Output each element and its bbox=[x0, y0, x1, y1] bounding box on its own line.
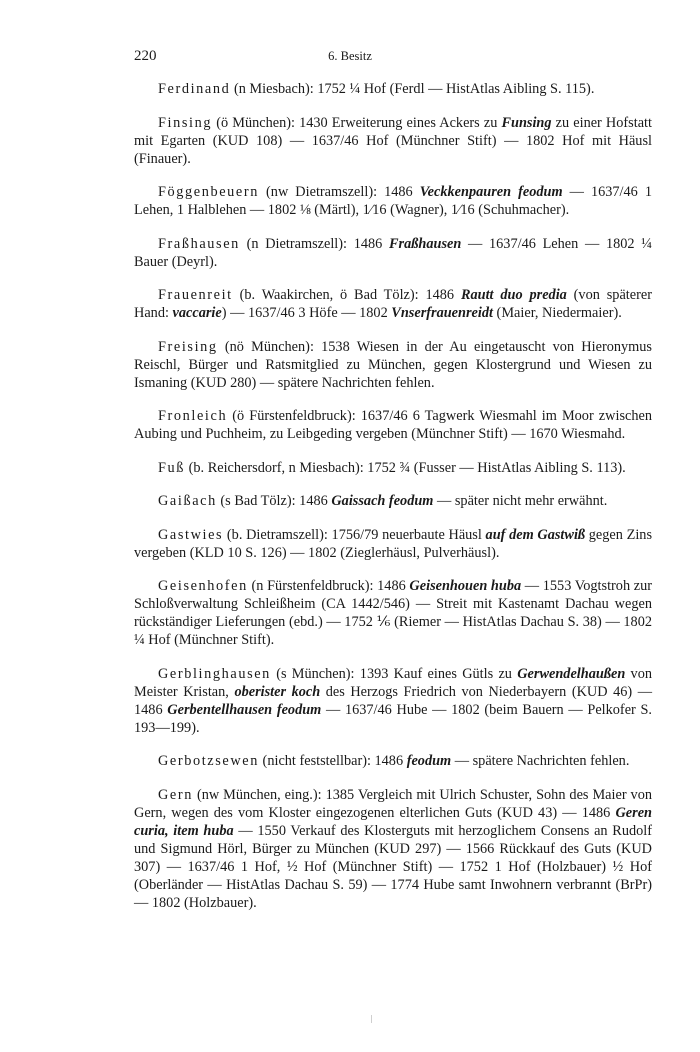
entry-text: gegen Zins vergeben (KLD 10 S. 126) — 1802 (Zieglerhäusl, Pulverhäusl). bbox=[134, 526, 653, 561]
source-quote: Geisenhouen huba bbox=[409, 578, 522, 594]
entry-text: — später nicht mehr erwähnt. bbox=[433, 493, 608, 509]
page-header bbox=[0, 48, 700, 68]
source-quote: Fraßhausen bbox=[389, 235, 462, 252]
entry-text: (b. Reichersdorf, n Miesbach): 1752 ¾ (Fusser — HistAtlas Aibling S. 113). bbox=[185, 459, 626, 476]
source-quote: Gerbentellhausen feodum bbox=[167, 701, 322, 718]
entry-text: (Maier, Niedermaier). bbox=[492, 305, 622, 321]
place-entry bbox=[134, 459, 652, 477]
entry-text: (ö Fürstenfeldbruck): 1637/46 6 Tagwerk Wiesmahl im Moor zwischen Aubing und Puchheim, zu Leibgeding vergeben (Münchner Stift) — 1670 Wiesmahd. bbox=[134, 408, 652, 442]
place-entry bbox=[134, 80, 652, 98]
entry-list bbox=[134, 80, 652, 927]
source-quote: vaccarie bbox=[172, 305, 222, 321]
entry-text: (n Miesbach): 1752 ¼ Hof (Ferdl — HistAtlas Aibling S. 115). bbox=[230, 81, 595, 97]
entry-text: (n Dietramszell): 1486 bbox=[239, 235, 389, 252]
place-name: Fraßhausen bbox=[158, 235, 240, 252]
entry-text: von Meister Kristan, bbox=[134, 665, 652, 700]
entry-text: (n Fürstenfeldbruck): 1486 bbox=[247, 578, 410, 594]
place-name: Gern bbox=[158, 786, 193, 803]
place-entry bbox=[134, 338, 652, 392]
source-quote: Gaissach feodum bbox=[331, 493, 434, 509]
source-quote: Rautt duo predia bbox=[460, 287, 567, 303]
source-quote: Vnserfrauenreidt bbox=[391, 305, 493, 321]
entry-text: (nw Dietramszell): 1486 bbox=[259, 184, 420, 200]
entry-text: — 1637/46 Hube — 1802 (beim Bauern — Pelkofer S. 193—199). bbox=[134, 701, 652, 736]
place-name: Gaißach bbox=[158, 493, 217, 509]
place-name: Freising bbox=[158, 338, 218, 355]
place-entry bbox=[134, 235, 652, 271]
place-name: Gerblinghausen bbox=[158, 665, 271, 682]
place-entry bbox=[134, 786, 652, 912]
entry-text: (nw München, eing.): 1385 Vergleich mit Ulrich Schuster, Sohn des Maier von Gern, wegen des vom Kloster eingezogenen elterlichen Guts (KUD 43) — 1486 bbox=[134, 786, 652, 821]
place-name: Gerbotzsewen bbox=[158, 753, 259, 769]
entry-text: — spätere Nachrichten fehlen. bbox=[451, 753, 630, 769]
entry-text: (b. Waakirchen, ö Bad Tölz): 1486 bbox=[232, 287, 461, 303]
scan-mark bbox=[371, 1015, 372, 1023]
place-entry bbox=[134, 114, 652, 168]
place-entry bbox=[134, 577, 652, 649]
place-entry bbox=[134, 665, 652, 737]
entry-text: ) — 1637/46 3 Höfe — 1802 bbox=[221, 305, 392, 321]
entry-text: (s Bad Tölz): 1486 bbox=[216, 493, 332, 509]
entry-text: (von späterer Hand: bbox=[134, 287, 652, 321]
entry-text: (s München): 1393 Kauf eines Gütls zu bbox=[270, 665, 518, 682]
place-entry bbox=[134, 492, 652, 510]
entry-text: — 1550 Verkauf des Klosterguts mit herzoglichem Consens an Rudolf und Sigmund Hörl, Bürger zu München (KUD 297) — 1566 Rückkauf des Guts (KUD 307) — 1637/46 1 Hof, ½ Hof (Münchner Stift) — 1752 1 Hof (Holzbauer) ½ Hof (Oberländer — HistAtlas Dachau S. 59) — 1774 Hube samt Inwohnern verbrannt (BrPr) — 1802 (Holzbauer). bbox=[134, 822, 652, 911]
place-name: Fronleich bbox=[158, 408, 228, 424]
source-quote: oberister koch bbox=[234, 683, 321, 700]
place-entry bbox=[134, 526, 652, 562]
entry-text: — 1553 Vogtstroh zur Schloßverwaltung Schleißheim (CA 1442/546) — Streit mit Kastenamt Dachau wegen rückständiger Lieferungen (ebd.) — 1752 ⅙ (Riemer — HistAtlas Dachau S. 38) — 1802 ¼ Hof (Münchner Stift). bbox=[134, 578, 653, 648]
entry-text: (nö München): 1538 Wiesen in der Au eingetauscht von Hieronymus Reischl, Bürger und Ratsmitglied zu München, gegen Klostergrund und Wiesen zu Ismaning (KUD 280) — spätere Nachrichten fehlen. bbox=[134, 338, 652, 391]
entry-text: — 1637/46 1 Lehen, 1 Halblehen — 1802 ⅛ (Märtl), 1⁄16 (Wagner), 1⁄16 (Schuhmacher). bbox=[134, 184, 652, 218]
place-name: Finsing bbox=[158, 114, 213, 131]
running-head: 6. Besitz bbox=[328, 49, 372, 63]
place-entry bbox=[134, 407, 652, 443]
source-quote: Geren curia, item huba bbox=[134, 804, 652, 839]
place-name: Gastwies bbox=[158, 526, 224, 543]
place-entry bbox=[134, 286, 652, 322]
place-name: Frauenreit bbox=[158, 287, 233, 303]
entry-text: zu einer Hofstatt mit Egarten (KUD 108) — 1637/46 Hof (Münchner Stift) — 1802 Hof mit Häusl (Finauer). bbox=[134, 114, 652, 167]
page-number: 220 bbox=[134, 48, 157, 64]
place-name: Ferdinand bbox=[158, 81, 231, 97]
entry-text: (ö München): 1430 Erweiterung eines Ackers zu bbox=[212, 114, 502, 131]
source-quote: Gerwendelhaußen bbox=[517, 665, 626, 682]
source-quote: Veckkenpauren feodum bbox=[419, 184, 563, 200]
entry-text: des Herzogs Friedrich von Niederbayern (KUD 46) — 1486 bbox=[134, 683, 653, 718]
source-quote: Funsing bbox=[501, 114, 552, 131]
place-name: Geisenhofen bbox=[158, 578, 248, 594]
entry-text: — 1637/46 Lehen — 1802 ¼ Bauer (Deyrl). bbox=[134, 235, 652, 270]
place-entry bbox=[134, 752, 652, 770]
place-name: Föggenbeuern bbox=[158, 184, 259, 200]
place-entry bbox=[134, 183, 652, 219]
entry-text: (nicht feststellbar): 1486 bbox=[258, 753, 407, 769]
entry-text: (b. Dietramszell): 1756/79 neuerbaute Häusl bbox=[223, 526, 486, 543]
source-quote: feodum bbox=[406, 753, 452, 769]
place-name: Fuß bbox=[158, 459, 186, 476]
source-quote: auf dem Gastwiß bbox=[485, 526, 586, 543]
